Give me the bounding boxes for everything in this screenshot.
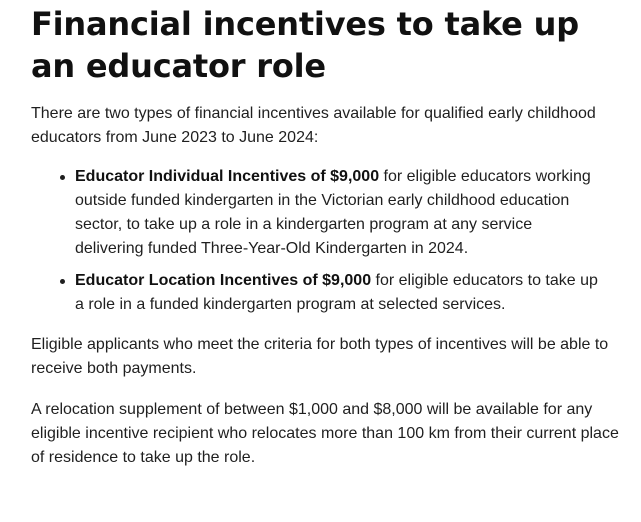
- incentive-list: [31, 165, 631, 317]
- intro-paragraph: There are two types of financial incentives available for qualified early childhood educators from June 2023 to June 2024:: [31, 105, 596, 146]
- bullet-icon: [60, 279, 65, 284]
- incentive-title: Educator Individual Incentives of $9,000: [75, 168, 380, 185]
- both-payments-paragraph: Eligible applicants who meet the criteria for both types of incentives will be able to receive both payments.: [31, 336, 609, 377]
- list-item-individual-incentive: [31, 165, 605, 261]
- page-title: Financial incentives to take up an educator role: [31, 5, 579, 85]
- incentive-description: for eligible educators working outside funded kindergarten in the Victorian early childhood education sector, to take up a role in a kindergarten program at any service delivering funded Three-Year-Old Kindergarten in 2024.: [75, 168, 591, 257]
- list-item-location-incentive: [31, 269, 605, 317]
- incentive-title: Educator Location Incentives of $9,000: [75, 272, 372, 289]
- relocation-paragraph: A relocation supplement of between $1,000 and $8,000 will be available for any eligible incentive recipient who relocates more than 100 km from their current place of residence to take up the role.: [31, 401, 619, 466]
- bullet-icon: [60, 175, 65, 180]
- incentive-description: for eligible educators to take up a role in a funded kindergarten program at selected services.: [75, 272, 598, 313]
